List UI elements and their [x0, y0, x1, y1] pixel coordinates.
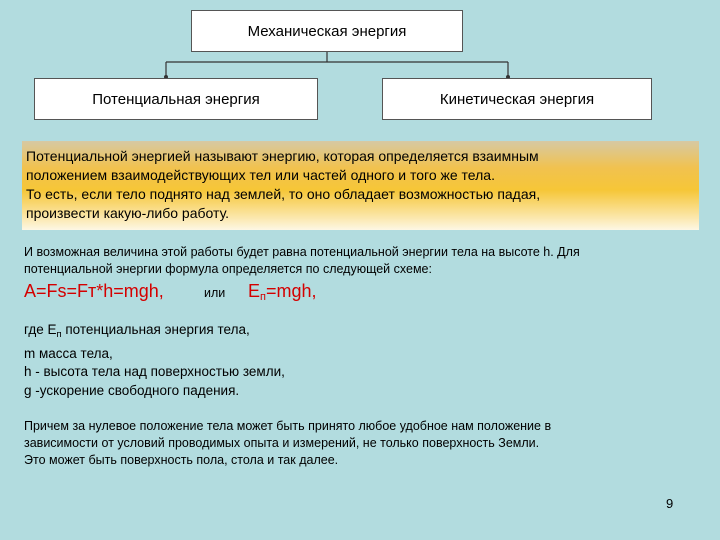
definition-line: То есть, если тело поднято над землей, то оно обладает возможностью падая, — [26, 186, 541, 202]
definition-line-h: h - высота тела над поверхностью земли, — [24, 364, 285, 379]
formula-alt-subscript: п — [260, 291, 266, 303]
paragraph-line: потенциальной энергии формула определяется по следующей схеме: — [24, 262, 432, 276]
zero-level-paragraph — [24, 418, 694, 469]
formula-alt — [248, 281, 317, 303]
page-number: 9 — [666, 496, 674, 511]
formula-alt-rest: =mgh, — [265, 281, 317, 301]
definition-line: Потенциальной энергией называют энергию, которая определяется взаимным — [26, 148, 539, 164]
paragraph-line: Причем за нулевое положение тела может быть принято любое удобное нам положение в — [24, 419, 552, 433]
formula-main: A=Fs=Fт*h=mgh, — [24, 281, 164, 301]
def-rest: потенциальная энергия тела, — [61, 322, 250, 337]
definition-line: положением взаимодействующих тел или частей одного и того же тела. — [26, 167, 495, 183]
work-paragraph — [24, 244, 694, 278]
definition-highlight-block — [22, 141, 699, 230]
diagram-right-label: Кинетическая энергия — [439, 90, 595, 108]
formula-alt-symbol: E — [248, 281, 261, 301]
definition-line: произвести какую-либо работу. — [26, 205, 230, 221]
def-prefix: где E — [24, 322, 57, 337]
paragraph-line: И возможная величина этой работы будет равна потенциальной энергии тела на высоте h. Для — [24, 245, 580, 259]
variable-definitions — [24, 321, 684, 400]
diagram-left-label: Потенциальная энергия — [92, 90, 260, 108]
def-subscript: п — [56, 329, 62, 340]
diagram-root-label: Механическая энергия — [247, 22, 407, 40]
diagram-node-kinetic-energy — [382, 78, 652, 120]
paragraph-line: зависимости от условий проводимых опыта и измерений, не только поверхность Земли. — [24, 436, 540, 450]
paragraph-line: Это может быть поверхность пола, стола и так далее. — [24, 453, 339, 467]
diagram-root-mechanical-energy — [191, 10, 463, 52]
definition-line-m: m масса тела, — [24, 345, 113, 361]
formula-row — [24, 281, 684, 307]
diagram-node-potential-energy — [34, 78, 318, 120]
formula-or: или — [204, 286, 226, 300]
definition-line-g: g -ускорение свободного падения. — [24, 382, 240, 398]
definition-line-ep — [24, 321, 684, 345]
